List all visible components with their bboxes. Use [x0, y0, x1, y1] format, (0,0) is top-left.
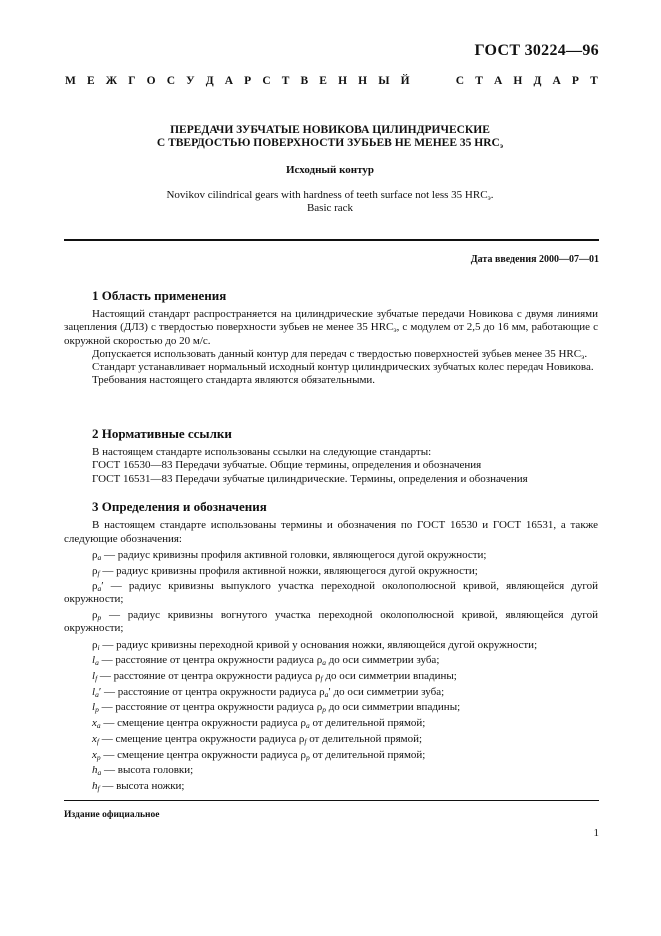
symbol-subscript: i: [97, 642, 100, 652]
definition-item: [64, 580, 598, 607]
paragraph-text: Допускается использовать данный контур для передач с твердостью поверхностей зубьев менее 35 HRC: [92, 347, 582, 360]
definition-text: — смещение центра окружности радиуса: [98, 732, 299, 745]
symbol-subscript: a: [97, 768, 102, 778]
definition-item: [64, 700, 598, 716]
english-title-period: .: [490, 189, 494, 201]
edition-note: Издание официальное: [64, 810, 160, 820]
title-line-2-text: С ТВЕРДОСТЬЮ ПОВЕРХНОСТИ ЗУБЬЕВ НЕ МЕНЕЕ 35 HRC: [156, 137, 500, 149]
banner-letter: С: [262, 75, 271, 87]
symbol-subscript: f: [95, 674, 98, 684]
banner-letter: А: [493, 75, 503, 87]
definition-item: [64, 763, 598, 779]
english-title-line-2: Basic rack: [306, 202, 354, 214]
symbol-subscript: p: [96, 752, 101, 762]
footer-divider: [64, 800, 599, 801]
symbol: ρ: [319, 685, 325, 698]
symbol-subscript: a: [324, 689, 329, 699]
definition-item: [64, 779, 598, 795]
symbol: h: [92, 779, 98, 792]
symbol: ρ: [298, 732, 305, 745]
banner-letter: Е: [86, 75, 95, 87]
section-scope: [64, 289, 598, 387]
definition-text: от делительной прямой;: [309, 748, 426, 761]
banner-letter: Т: [590, 75, 598, 87]
definition-text: — высота головки;: [101, 764, 194, 777]
symbol-subscript: a: [306, 721, 310, 731]
symbol-subscript: p: [95, 705, 99, 715]
symbol-subscript: a: [95, 658, 99, 668]
banner-letter: Ж: [105, 75, 118, 87]
header-divider: [64, 239, 599, 241]
definition-item: [64, 609, 598, 636]
title-subscript: э: [499, 141, 504, 150]
reference-item: ГОСТ 16530—83 Передачи зубчатые. Общие термины, определения и обозначения: [92, 459, 482, 472]
section-heading: 3 Определения и обозначения: [92, 499, 267, 514]
symbol-subscript: p: [306, 752, 310, 762]
symbol: x: [92, 717, 97, 730]
paragraph-text: .: [584, 347, 588, 360]
symbol-subscript: a: [95, 689, 99, 699]
symbol-subscript: a: [97, 553, 102, 563]
paragraph: [64, 308, 598, 348]
symbol: l: [92, 685, 96, 698]
subscript: э: [581, 351, 585, 361]
definition-text: — радиус кривизны профиля активной ножки, являющегося дугой окружности;: [99, 564, 478, 577]
paragraph: В настоящем стандарте использованы ссылки на следующие стандарты:: [92, 446, 432, 459]
title-line-2: [60, 137, 600, 150]
introduction-date: Дата введения 2000—07—01: [470, 254, 599, 265]
banner-letter: Н: [358, 75, 368, 87]
prime-mark: ′: [101, 579, 104, 592]
symbol: l: [92, 654, 96, 667]
definition-text: до оси симметрии впадины;: [322, 670, 457, 683]
symbol-subscript: a: [97, 583, 102, 593]
banner-letter: М: [65, 75, 76, 87]
banner-letter: Р: [571, 75, 579, 87]
subscript: э: [393, 325, 397, 335]
symbol-subscript: p: [97, 612, 102, 622]
paragraph: В настоящем стандарте использованы термины и обозначения по ГОСТ 16530 и ГОСТ 16531, а также следующие обозначения:: [64, 519, 598, 545]
definition-text: — расстояние от центра окружности радиуса: [97, 670, 316, 683]
symbol: ρ: [92, 549, 98, 562]
banner-letter: Н: [513, 75, 523, 87]
definition-text: до оси симметрии зуба;: [325, 654, 440, 667]
english-title-subscript: э: [487, 193, 491, 202]
paragraph: Стандарт устанавливает нормальный исходный контур цилиндрических зубчатых колес передач Новикова.: [92, 361, 594, 374]
definition-item: [64, 564, 598, 580]
definition-item: [64, 638, 598, 654]
paragraph: Требования настоящего стандарта являются обязательными.: [92, 374, 376, 387]
banner-letter: Ы: [378, 75, 390, 87]
banner-letter: Г: [128, 75, 136, 87]
definition-text: — радиус кривизны профиля активной головки, являющегося дугой окружности;: [101, 549, 487, 562]
prime-mark: ′: [98, 685, 102, 698]
symbol: l: [92, 701, 96, 714]
definition-item: [64, 548, 598, 564]
paragraph: [64, 348, 598, 361]
banner-letter: Д: [205, 75, 214, 87]
symbol: x: [92, 732, 97, 745]
definition-text: — расстояние от центра окружности радиуса: [98, 654, 317, 667]
symbol: ρ: [92, 608, 98, 621]
symbol-subscript: f: [320, 674, 323, 684]
symbol-subscript: p: [322, 705, 326, 715]
definition-item: [64, 653, 598, 669]
symbol: ρ: [92, 564, 98, 577]
banner-letter: Н: [338, 75, 348, 87]
symbol: ρ: [316, 701, 323, 714]
banner-letter: А: [552, 75, 561, 87]
symbol: l: [92, 670, 96, 683]
definition-text: — радиус кривизны выпуклого участка переходной околополюсной кривой, являющейся дугой окружности;: [64, 579, 598, 606]
document-code: ГОСТ 30224—96: [474, 42, 599, 59]
banner-letter: С: [166, 75, 176, 87]
symbol: ρ: [92, 579, 98, 592]
symbol: ρ: [315, 670, 321, 683]
banner-letter: В: [300, 75, 309, 87]
subtitle: Исходный контур: [285, 164, 375, 176]
symbol-subscript: a: [322, 658, 326, 668]
symbol: ρ: [300, 717, 307, 730]
section-definitions: [64, 500, 598, 795]
banner-letter: Е: [319, 75, 327, 87]
banner-letter: Й: [400, 75, 410, 87]
section-heading: 1 Область применения: [92, 288, 227, 303]
page-number: 1: [593, 827, 599, 839]
banner-letter: Р: [244, 75, 252, 87]
banner-letter: Д: [533, 75, 542, 87]
paragraph-text: Настоящий стандарт распространяется на цилиндрические зубчатые передачи Новикова с двумя линиями зацепления (ДЛЗ) с твердостью поверхности зубьев не менее 35 HRC: [64, 308, 598, 334]
reference-item: ГОСТ 16531—83 Передачи зубчатые цилиндрические. Термины, определения и обозначения: [92, 472, 528, 485]
section-heading: 2 Нормативные ссылки: [92, 426, 232, 441]
english-title: [60, 189, 600, 215]
interstate-standard-banner: [65, 75, 598, 87]
definition-item: [64, 732, 598, 748]
symbol-subscript: f: [304, 736, 307, 746]
banner-letter: Т: [281, 75, 290, 87]
definition-text: — высота ножки;: [99, 779, 185, 792]
title-block: [60, 124, 600, 215]
banner-letter: У: [186, 75, 195, 87]
definition-text: от делительной прямой;: [309, 717, 426, 730]
definition-text: — смещение центра окружности радиуса: [100, 717, 301, 730]
definition-item: [64, 716, 598, 732]
definition-text: — расстояние от центра окружности радиуса: [101, 685, 320, 698]
banner-letter: О: [146, 75, 156, 87]
definition-text: — расстояние от центра окружности радиуса: [98, 701, 317, 714]
definition-item: [64, 685, 598, 701]
definition-item: [64, 748, 598, 764]
title-line-1: ПЕРЕДАЧИ ЗУБЧАТЫЕ НОВИКОВА ЦИЛИНДРИЧЕСКИЕ: [170, 124, 490, 136]
banner-letter: С: [455, 75, 465, 87]
symbol: h: [92, 764, 98, 777]
definition-text: от делительной прямой;: [306, 732, 423, 745]
definition-text: — радиус кривизны вогнутого участка переходной околополюсной кривой, являющейся дугой окружности;: [64, 608, 598, 635]
definition-text: — радиус кривизны переходной кривой у основания ножки, являющейся дугой окружности;: [99, 638, 538, 651]
definition-item: [64, 669, 598, 685]
symbol: x: [92, 748, 97, 761]
definition-text: до оси симметрии впадины;: [325, 701, 461, 714]
symbol: ρ: [92, 638, 98, 651]
definition-text: до оси симметрии зуба;: [330, 685, 445, 698]
symbol-subscript: a: [96, 721, 101, 731]
paragraph-text: , с модулем от 2,5 до 16 мм, работающие с окружной скоростью до 20 м/с.: [64, 321, 598, 347]
symbol-subscript: f: [97, 783, 100, 793]
english-title-line-1: [60, 189, 600, 202]
symbol: ρ: [316, 654, 323, 667]
banner-letter: Т: [475, 75, 483, 87]
symbol: ρ: [300, 748, 307, 761]
section-normative-references: [64, 427, 598, 486]
definition-text: — смещение центра окружности радиуса: [100, 748, 301, 761]
prime-mark: ′: [328, 685, 331, 698]
english-title-text: Novikov cilindrical gears with hardness of teeth surface not less 35 HRC: [166, 189, 488, 201]
symbol-subscript: f: [96, 736, 99, 746]
banner-letter: А: [224, 75, 234, 87]
banner-gap: [421, 75, 445, 87]
symbol-subscript: f: [97, 568, 100, 578]
